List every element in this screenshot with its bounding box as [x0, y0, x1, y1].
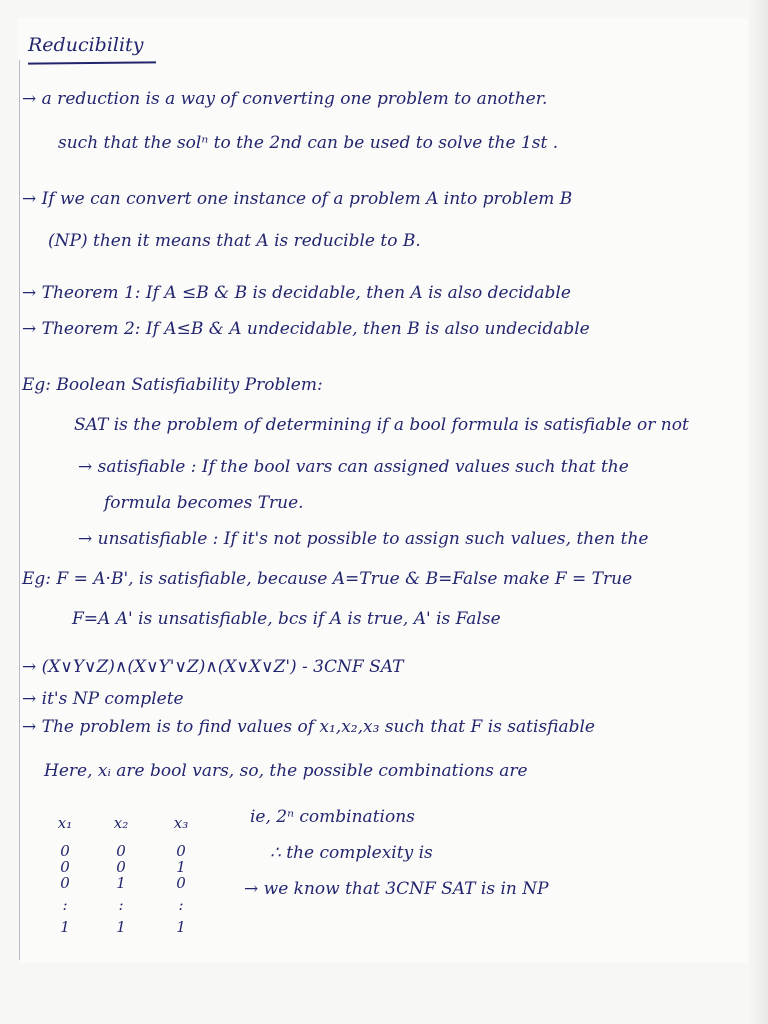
side-note-3: → we know that 3CNF SAT is in NP — [244, 879, 549, 899]
side-note-1: ie, 2ⁿ combinations — [250, 807, 415, 827]
line-8: SAT is the problem of determining if a bool formula is satisfiable or not — [74, 415, 689, 435]
line-9: → satisfiable : If the bool vars can assigned values such that the — [78, 457, 629, 477]
line-10: formula becomes True. — [104, 493, 304, 513]
line-14: → (X∨Y∨Z)∧(X∨Y'∨Z)∧(X∨X∨Z') - 3CNF SAT — [22, 657, 404, 677]
line-13: F=A A' is unsatisfiable, bcs if A is true, A' is False — [72, 609, 501, 629]
line-6: → Theorem 2: If A≤B & A undecidable, then B is also undecidable — [22, 319, 590, 339]
line-2: such that the solⁿ to the 2nd can be used to solve the 1st . — [58, 133, 559, 153]
line-11: → unsatisfiable : If it's not possible to assign such values, then the — [78, 529, 649, 549]
table-cell: 1 — [176, 858, 186, 876]
line-1: → a reduction is a way of converting one problem to another. — [22, 89, 548, 109]
line-15: → it's NP complete — [22, 689, 184, 709]
line-7: Eg: Boolean Satisfiability Problem: — [22, 375, 323, 395]
table-col-x3 — [168, 812, 194, 938]
table-col-x1 — [52, 812, 78, 938]
table-cell: 0 — [60, 858, 70, 876]
table-cell: 0 — [176, 874, 186, 892]
line-4: (NP) then it means that A is reducible to B. — [48, 231, 421, 251]
table-cell: : — [118, 896, 124, 914]
table-cell: 0 — [116, 858, 126, 876]
table-cell: 0 — [116, 842, 126, 860]
table-cell: 0 — [60, 842, 70, 860]
line-5: → Theorem 1: If A ≤B & B is decidable, then A is also decidable — [22, 283, 571, 303]
line-12: Eg: F = A·B', is satisfiable, because A=True & B=False make F = True — [22, 569, 633, 589]
line-17: Here, xᵢ are bool vars, so, the possible combinations are — [44, 761, 528, 781]
table-cell: : — [62, 896, 68, 914]
table-cell: 1 — [116, 918, 126, 936]
side-note-2: ∴ the complexity is — [270, 843, 433, 863]
table-col-x2 — [108, 812, 134, 938]
table-cell: : — [178, 896, 184, 914]
table-cell: 1 — [60, 918, 70, 936]
table-header-x2: x₂ — [113, 814, 129, 832]
scan-edge — [748, 0, 768, 1024]
page-title: Reducibility — [28, 34, 144, 56]
table-cell: 0 — [60, 874, 70, 892]
table-cell: 1 — [116, 874, 126, 892]
table-header-x1: x₁ — [57, 814, 73, 832]
margin-line — [19, 60, 20, 960]
table-cell: 1 — [176, 918, 186, 936]
line-16: → The problem is to find values of x₁,x₂,x₃ such that F is satisfiable — [22, 717, 595, 737]
line-3: → If we can convert one instance of a problem A into problem B — [22, 189, 573, 209]
table-cell: 0 — [176, 842, 186, 860]
table-header-x3: x₃ — [173, 814, 189, 832]
